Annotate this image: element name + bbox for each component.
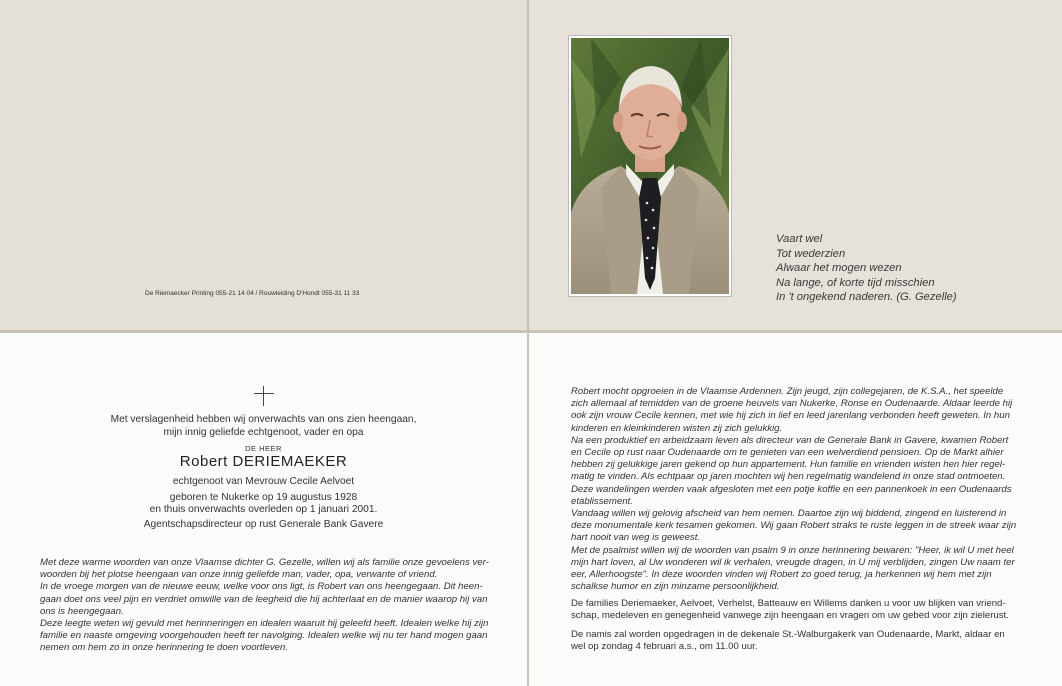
text-line: hart nooit van weg is geweest.: [571, 532, 701, 544]
text-line: schalkse humor en zijn minzame persoonlijkheid.: [571, 581, 780, 593]
death-line: en thuis onverwachts overleden op 1 januari 2001.: [149, 504, 378, 515]
poem-line: Vaart wel: [776, 233, 823, 245]
photo-frame: [568, 35, 732, 297]
birth-line: geboren te Nukerke op 19 augustus 1928: [169, 492, 358, 503]
poem: [776, 232, 957, 305]
text-line: Deze leegte weten wij gevuld met herinneringen en idealen waaruit hij geleefd heeft. Idealen welke hij zijn: [40, 618, 489, 630]
text-line: nemen om hem zo in onze herinnering te doen voortleven.: [40, 642, 288, 654]
text-line: Met de psalmist willen wij de woorden van psalm 9 in onze herinnering bewaren: "Heer, ik wil U met heel: [571, 544, 1014, 556]
text-line: en Cecile op rust naar Oudenaarde om te genieten van een welverdiend pensioen. Op de Markt alhier: [571, 447, 1004, 459]
text-line: woorden bij het plotse heengaan van onze innig geliefde man, vader, opa, verwante of vriend.: [40, 569, 438, 581]
text-line: kinderen en kleinkinderen wisten zij zich gelukkig.: [571, 422, 783, 434]
text-line: schap, medeleven en genegenheid vanwege zijn heengaan en vragen om uw gebed voor zijn zielerust.: [571, 610, 1009, 622]
announcement-intro-2: mijn innig geliefde echtgenoot, vader en opa: [163, 427, 364, 438]
text-line: Vandaag willen wij gelovig afscheid van hem nemen. Daartoe zijn wij biddend, zingend en luisterend in: [571, 508, 1007, 520]
text-line: mijn hart loven, al Uw wonderen wil ik verhalen, vreugde dragen, in U mij verblijden, zingen Uw naam ter: [571, 556, 1015, 568]
thanks-text: [571, 598, 1009, 622]
text-line: matig te vinden. Als echtpaar op jaren mochten wij hen regelmatig wandelend in onze stad ontmoeten.: [571, 471, 1006, 483]
card-front-left: [0, 0, 527, 330]
text-line: In de vroege morgen van de nieuwe eeuw, welke voor ons ligt, is Robert van ons heengegaan. Dit heen-: [40, 581, 483, 593]
text-line: wel op zondag 4 februari a.s., om 11.00 uur.: [571, 641, 758, 653]
text-line: deze monumentale kerk tesamen gekomen. Wij gaan Robert straks te ruste leggen in de streek waar zijn: [571, 520, 1017, 532]
text-line: Met deze warme woorden van onze Vlaamse dichter G. Gezelle, willen wij als familie onze gevoelens ver-: [40, 557, 489, 568]
printer-credit: De Riemaecker Printing 055-21 14 04 / Rouwleiding D'Hondt 055-31 11 33: [145, 290, 360, 297]
text-line: ons is heengegaan.: [40, 605, 124, 617]
cross-icon: [254, 386, 274, 406]
poem-line: Alwaar het mogen wezen: [776, 262, 902, 275]
text-line: familie en naaste omgeving voorgehouden heeft ter navolging. Idealen welke wij nu ter hand mogen gaan: [40, 630, 488, 642]
portrait-photo: [571, 38, 729, 294]
announcement-intro-1: Met verslagenheid hebben wij onverwachts van ons zien heengaan,: [110, 414, 417, 425]
text-line: eer, Allerhoogste". In deze woorden vinden wij Robert zo goed terug, ja herkennen wij hem met zijn: [571, 569, 992, 581]
card-front-right: [529, 0, 1062, 330]
horizontal-fold: [0, 330, 1062, 333]
text-line: zich allemaal af temidden van de groene heuvels van Nukerke, Ronse en Oudenaarde. Aldaar leerde hij: [571, 398, 1013, 410]
profession-line: Agentschapsdirecteur op rust Generale Bank Gavere: [143, 519, 384, 530]
text-line: Na een produktief en arbeidzaam leven als directeur van de Generale Bank in Gavere, kwamen Robert: [571, 434, 1009, 446]
deceased-name: Robert DERIEMAEKER: [179, 453, 348, 470]
left-tribute-text: [40, 557, 489, 655]
poem-line: In 't ongekend naderen. (G. Gezelle): [776, 291, 957, 304]
spouse-line: echtgenoot van Mevrouw Cecile Aelvoet: [172, 476, 355, 487]
mass-text: [571, 629, 1005, 653]
poem-line: Na lange, of korte tijd misschien: [776, 276, 935, 289]
text-line: gaan doet ons veel pijn en verdriet omwille van de leegheid die hij achterlaat en de manier waarop hij van: [40, 593, 488, 605]
text-line: hebben zij gelukkige jaren gekend op hun appartement. Hun familie en vrienden wisten hen hier regel-: [571, 459, 1006, 471]
poem-line: Tot wederzien: [776, 247, 846, 260]
text-line: De families Deriemaeker, Aelvoet, Verhelst, Batteauw en Willems danken u voor uw blijken van vriend-: [571, 598, 1006, 609]
text-line: etablissement.: [571, 495, 633, 507]
text-line: ook zijn vrouw Cecile kennen, met wie hij zich in lief en leed jarenlang verbonden heeft geweten. In hun: [571, 410, 1010, 422]
right-tribute-text: [571, 386, 1016, 593]
text-line: Robert mocht opgroeien in de Vlaamse Ardennen. Zijn jeugd, zijn collegejaren, de K.S.A., het speelde: [571, 386, 1004, 397]
vertical-fold: [527, 0, 529, 686]
text-line: Deze wandelingen werden vaak afgesloten met een potje koffie en een pannenkoek in een Oudenaards: [571, 483, 1012, 495]
announcement-title: DE HEER: [245, 444, 282, 453]
text-line: De namis zal worden opgedragen in de dekenale St.-Walburgakerk van Oudenaarde, Markt, aldaar en: [571, 629, 1005, 640]
